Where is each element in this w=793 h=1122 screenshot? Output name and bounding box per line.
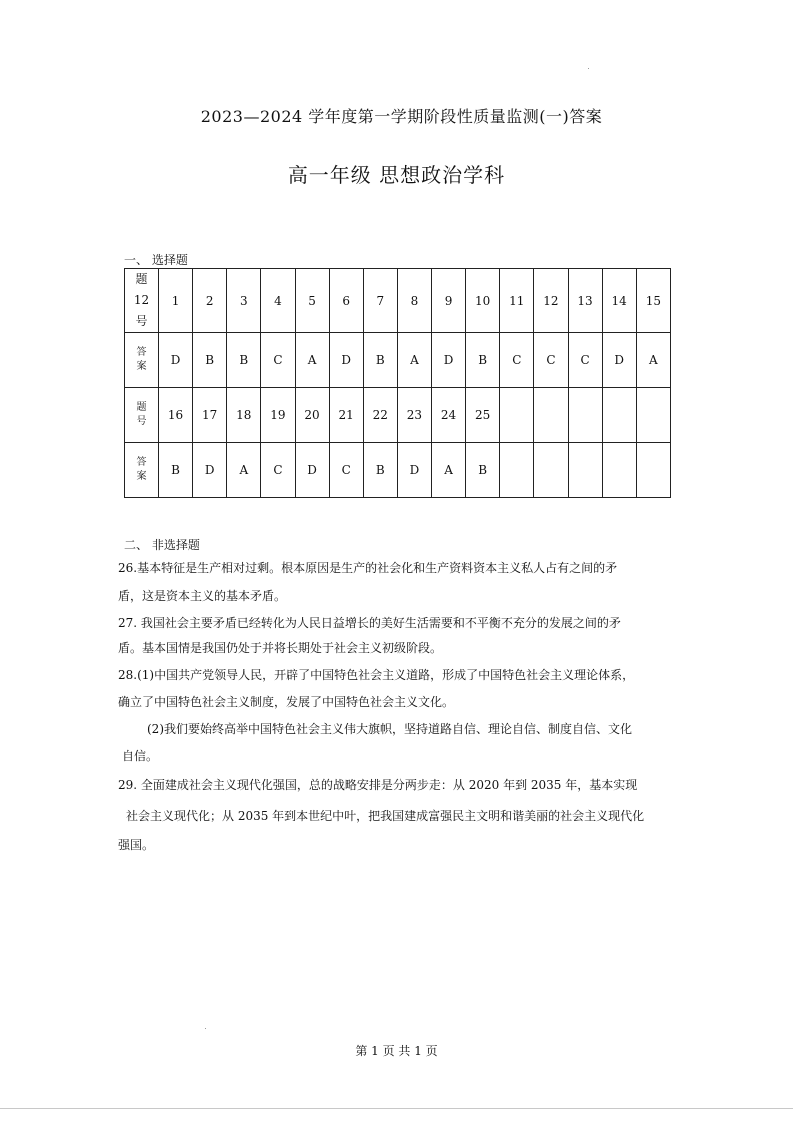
table-cell: 12 — [534, 269, 568, 333]
table-cell: C — [261, 443, 295, 498]
table-cell: A — [295, 333, 329, 388]
table-cell — [636, 443, 670, 498]
table-cell: D — [193, 443, 227, 498]
answer-26-line-2: 盾，这是资本主义的基本矛盾。 — [118, 589, 287, 603]
table-row-question-numbers-2 — [125, 388, 671, 443]
table-cell: D — [159, 333, 193, 388]
table-cell: 10 — [466, 269, 500, 333]
table-cell: 14 — [602, 269, 636, 333]
table-cell: C — [534, 333, 568, 388]
label-line: 答 — [136, 457, 147, 468]
label-line: 12 — [133, 293, 150, 307]
answer-27-line-2: 盾。基本国情是我国仍处于并将长期处于社会主义初级阶段。 — [118, 641, 443, 655]
table-cell: A — [432, 443, 466, 498]
answer-28-line-4: 自信。 — [122, 749, 159, 763]
table-cell: D — [397, 443, 431, 498]
table-cell: 16 — [159, 388, 193, 443]
table-cell — [602, 388, 636, 443]
answer-table — [124, 268, 671, 498]
table-cell: B — [193, 333, 227, 388]
table-cell: C — [500, 333, 534, 388]
table-cell: 19 — [261, 388, 295, 443]
table-cell: 20 — [295, 388, 329, 443]
table-cell: 25 — [466, 388, 500, 443]
answer-27-line-1: 27. 我国社会主要矛盾已经转化为人民日益增长的美好生活需要和不平衡不充分的发展之间的矛 — [118, 616, 621, 630]
table-cell: 8 — [397, 269, 431, 333]
answer-26-line-1: 26.基本特征是生产相对过剩。根本原因是生产的社会化和生产资料资本主义私人占有之间的矛 — [118, 561, 618, 575]
label-line: 案 — [136, 361, 147, 372]
table-cell: 2 — [193, 269, 227, 333]
label-line: 答 — [136, 347, 147, 358]
label-line: 案 — [136, 471, 147, 482]
table-cell — [534, 388, 568, 443]
table-cell: D — [295, 443, 329, 498]
answer-28-line-3: (2)我们要始终高举中国特色社会主义伟大旗帜，坚持道路自信、理论自信、制度自信、文化 — [147, 722, 633, 736]
table-cell — [636, 388, 670, 443]
table-cell: C — [329, 443, 363, 498]
table-cell: A — [397, 333, 431, 388]
table-cell: B — [227, 333, 261, 388]
answer-28-line-1: 28.(1)中国共产党领导人民，开辟了中国特色社会主义道路，形成了中国特色社会主义理论体系， — [118, 668, 635, 682]
table-cell: 24 — [432, 388, 466, 443]
table-cell: D — [602, 333, 636, 388]
table-cell: D — [432, 333, 466, 388]
label-line: 号 — [135, 314, 148, 328]
table-cell: 18 — [227, 388, 261, 443]
document-title: 2023—2024 学年度第一学期阶段性质量监测(一)答案 — [200, 107, 603, 126]
table-cell: 13 — [568, 269, 602, 333]
table-cell: 11 — [500, 269, 534, 333]
table-cell: 1 — [159, 269, 193, 333]
document-subtitle: 高一年级 思想政治学科 — [287, 163, 506, 187]
table-cell: 7 — [363, 269, 397, 333]
table-row-question-numbers-1 — [125, 269, 671, 333]
table-cell: C — [261, 333, 295, 388]
table-cell: B — [159, 443, 193, 498]
table-cell — [534, 443, 568, 498]
table-cell: D — [329, 333, 363, 388]
table-cell: 3 — [227, 269, 261, 333]
table-cell: C — [568, 333, 602, 388]
table-cell — [602, 443, 636, 498]
answer-29-line-1: 29. 全面建成社会主义现代化强国，总的战略安排是分两步走：从 2020 年到 2035 年，基本实现 — [118, 778, 638, 792]
table-cell: A — [636, 333, 670, 388]
table-cell: 23 — [397, 388, 431, 443]
row-label-question — [125, 388, 159, 443]
table-cell: A — [227, 443, 261, 498]
table-cell — [568, 388, 602, 443]
row-label-answer — [125, 333, 159, 388]
page-bottom-rule — [0, 1108, 793, 1109]
table-cell: B — [363, 333, 397, 388]
table-row-answers-2 — [125, 443, 671, 498]
table-cell: B — [363, 443, 397, 498]
table-cell: 9 — [432, 269, 466, 333]
row-label-question — [125, 269, 159, 333]
table-cell: 21 — [329, 388, 363, 443]
table-cell: 22 — [363, 388, 397, 443]
table-cell — [500, 443, 534, 498]
table-row-answers-1 — [125, 333, 671, 388]
table-cell: 4 — [261, 269, 295, 333]
stray-dot — [205, 1028, 206, 1029]
label-line: 题 — [136, 402, 147, 413]
table-cell: 17 — [193, 388, 227, 443]
section-1-heading: 一、 选择题 — [124, 253, 188, 267]
answer-29-line-3: 强国。 — [118, 838, 155, 852]
table-cell: 5 — [295, 269, 329, 333]
page-number: 第 1 页 共 1 页 — [355, 1044, 438, 1058]
label-line: 题 — [135, 272, 148, 286]
table-cell: B — [466, 443, 500, 498]
section-2-heading: 二、 非选择题 — [124, 538, 200, 552]
corner-dot — [588, 68, 589, 69]
table-cell — [500, 388, 534, 443]
table-cell: 6 — [329, 269, 363, 333]
table-cell: B — [466, 333, 500, 388]
answer-29-line-2: 社会主义现代化；从 2035 年到本世纪中叶，把我国建成富强民主文明和谐美丽的社会主义现代化 — [126, 809, 645, 823]
row-label-answer — [125, 443, 159, 498]
label-line: 号 — [136, 416, 147, 427]
answer-28-line-2: 确立了中国特色社会主义制度，发展了中国特色社会主义文化。 — [118, 695, 455, 709]
table-cell — [568, 443, 602, 498]
table-cell: 15 — [636, 269, 670, 333]
